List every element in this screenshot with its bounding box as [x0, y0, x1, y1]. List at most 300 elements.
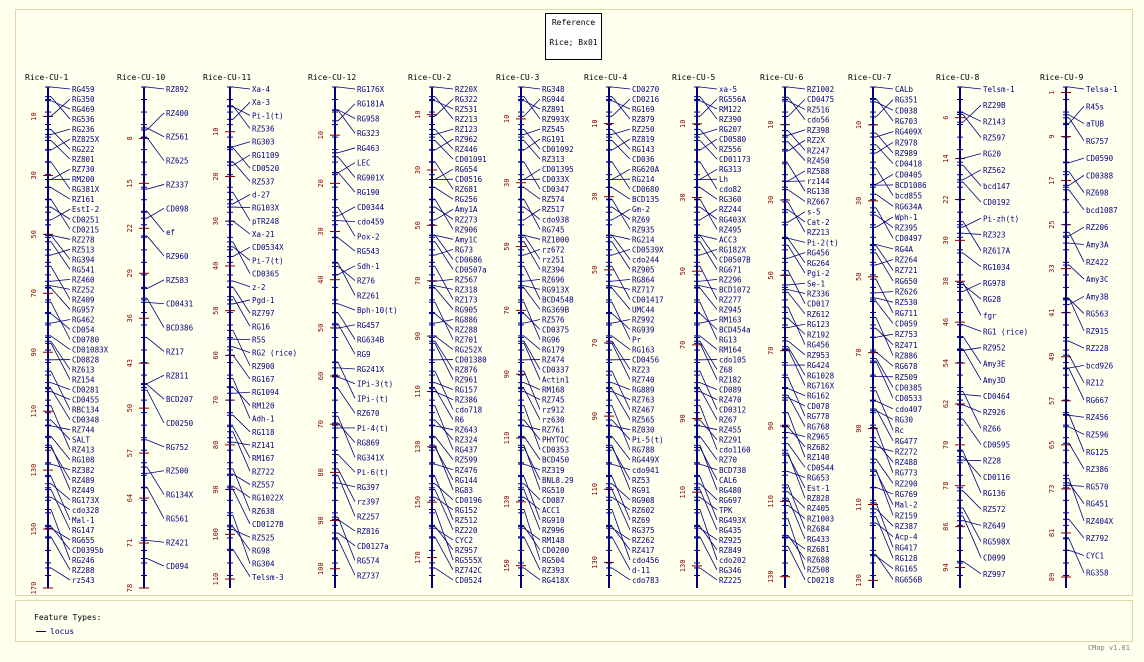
feature-label[interactable]: RZ900 [252, 361, 275, 371]
feature-label[interactable]: RZ228 [1086, 344, 1109, 354]
feature-label[interactable]: Telsa-1 [1086, 85, 1118, 94]
feature-label[interactable]: RG147 [72, 525, 95, 535]
feature-label[interactable]: RZ456 [1086, 413, 1109, 423]
feature-label[interactable]: RZ721 [895, 266, 918, 276]
feature-label[interactable]: RG449X [632, 455, 660, 465]
feature-label[interactable]: RZ801 [72, 155, 95, 165]
feature-label[interactable]: RZ597 [983, 133, 1006, 143]
feature-label[interactable]: CD0520 [252, 164, 280, 174]
feature-label[interactable]: RG456 [807, 248, 830, 258]
feature-label[interactable]: RZ701 [455, 335, 478, 345]
feature-label[interactable]: BCD1072 [719, 285, 751, 295]
feature-label[interactable]: RG939 [632, 325, 655, 335]
feature-label[interactable]: RZ69 [632, 215, 651, 225]
feature-label[interactable]: RZ953 [807, 350, 830, 360]
feature-label[interactable]: RZ467 [632, 405, 655, 415]
feature-label[interactable]: IPi-3(t) [357, 379, 394, 389]
feature-label[interactable]: CD0116 [983, 472, 1011, 482]
feature-label[interactable]: RZ17 [166, 347, 185, 357]
feature-label[interactable]: RZ395 [895, 223, 918, 233]
feature-label[interactable]: CD0507B [719, 255, 751, 265]
feature-label[interactable]: CD017 [807, 299, 830, 309]
feature-label[interactable]: RG901X [357, 173, 385, 183]
feature-label[interactable]: RZ141 [252, 440, 275, 450]
feature-label[interactable]: RG1034 [983, 262, 1011, 272]
map-title[interactable]: Rice-CU-2 [408, 73, 452, 82]
feature-label[interactable]: RZ324 [455, 435, 478, 445]
feature-label[interactable]: CD0127B [252, 520, 284, 530]
feature-label[interactable]: CD0780 [72, 335, 100, 345]
feature-label[interactable]: RZ643 [455, 425, 478, 435]
feature-label[interactable]: RZ891 [542, 105, 565, 115]
feature-label[interactable]: RG91 [632, 485, 651, 495]
feature-label[interactable]: RZ906 [455, 225, 478, 235]
feature-label[interactable]: RG653 [807, 473, 830, 483]
feature-label[interactable]: RZ737 [357, 571, 380, 581]
feature-label[interactable]: aTUB [1086, 119, 1105, 129]
feature-label[interactable]: bcd147 [983, 181, 1011, 191]
feature-label[interactable]: RG768 [807, 422, 830, 432]
feature-label[interactable]: pTR248 [252, 216, 280, 226]
feature-label[interactable]: RZ273 [455, 215, 478, 225]
feature-label[interactable]: RZ574 [542, 195, 565, 205]
feature-label[interactable]: RZ965 [807, 432, 830, 442]
feature-label[interactable]: RZ1003 [807, 514, 835, 524]
feature-label[interactable]: RZ173 [455, 295, 478, 305]
feature-label[interactable]: RG418X [542, 575, 570, 585]
feature-label[interactable]: CAL6 [719, 475, 738, 485]
feature-label[interactable]: RZ470 [719, 395, 742, 405]
feature-label[interactable]: RG167 [252, 375, 275, 385]
feature-label[interactable]: CD0337 [542, 365, 570, 375]
feature-label[interactable]: CD0507a [455, 265, 487, 275]
feature-label[interactable]: EstI-2 [72, 205, 100, 215]
feature-label[interactable]: RZ576 [542, 315, 565, 325]
feature-label[interactable]: RG214 [632, 235, 655, 245]
feature-label[interactable]: RZ945 [719, 305, 742, 315]
feature-label[interactable]: RG910 [542, 515, 565, 525]
feature-label[interactable]: RZ849 [719, 545, 742, 555]
feature-label[interactable]: CD0385 [895, 383, 923, 393]
feature-label[interactable]: RZ29B [983, 101, 1006, 111]
feature-label[interactable]: RG944 [542, 95, 565, 105]
feature-label[interactable]: RG634B [357, 335, 385, 345]
feature-label[interactable]: RZ638 [252, 506, 275, 516]
map-title[interactable]: Rice-CU-11 [203, 73, 252, 82]
feature-label[interactable]: RG650 [895, 276, 918, 286]
feature-label[interactable]: RZ400 [166, 108, 189, 118]
feature-label[interactable]: RG181A [357, 99, 385, 109]
feature-label[interactable]: RG2 (rice) [252, 348, 298, 358]
feature-label[interactable]: CD0595 [983, 440, 1011, 450]
feature-label[interactable]: CD01091 [455, 155, 487, 165]
feature-label[interactable]: rz912 [542, 405, 565, 415]
feature-label[interactable]: RZ272 [895, 447, 918, 457]
feature-label[interactable]: RG1 (rice) [983, 327, 1029, 337]
feature-label[interactable]: RZ682 [807, 442, 830, 452]
feature-label[interactable]: rz630 [542, 415, 565, 425]
feature-label[interactable]: RZ996 [542, 525, 565, 535]
feature-label[interactable]: RZ76 [357, 276, 376, 286]
feature-label[interactable]: CD0533 [895, 394, 923, 404]
feature-label[interactable]: RZ670 [357, 409, 380, 419]
feature-label[interactable]: RG303 [252, 137, 275, 147]
feature-label[interactable]: RG381X [72, 185, 100, 195]
feature-label[interactable]: RG144 [455, 475, 478, 485]
feature-label[interactable]: CYC2 [455, 535, 474, 545]
feature-label[interactable]: RM122 [719, 105, 742, 115]
feature-label[interactable]: RZ696 [542, 275, 565, 285]
feature-label[interactable]: RM200 [72, 175, 95, 185]
feature-label[interactable]: RZ797 [252, 309, 275, 319]
feature-label[interactable]: RG360 [719, 195, 742, 205]
feature-label[interactable]: RZ277 [719, 295, 742, 305]
feature-label[interactable]: RG778 [807, 412, 830, 422]
feature-label[interactable]: RG73 [455, 245, 474, 255]
feature-label[interactable]: RG1022X [252, 493, 284, 503]
feature-label[interactable]: RG236 [72, 125, 95, 135]
feature-label[interactable]: RZ740 [632, 375, 655, 385]
feature-label[interactable]: Est-1 [807, 483, 830, 493]
feature-label[interactable]: RG351 [895, 95, 918, 105]
feature-label[interactable]: RG634A [895, 202, 923, 212]
feature-label[interactable]: RG958 [357, 114, 380, 124]
feature-label[interactable]: BCD454a [719, 325, 751, 335]
feature-label[interactable]: RZ288 [72, 565, 95, 575]
feature-label[interactable]: RG16 [252, 322, 271, 332]
feature-label[interactable]: RG752 [166, 442, 189, 452]
feature-label[interactable]: ACC3 [719, 235, 738, 245]
feature-label[interactable]: RZ262 [632, 535, 655, 545]
feature-label[interactable]: RZ252 [72, 285, 95, 295]
feature-label[interactable]: RG678 [895, 362, 918, 372]
feature-label[interactable]: RG656B [895, 575, 923, 585]
feature-label[interactable]: RZ455 [719, 425, 742, 435]
feature-label[interactable]: RZ449 [72, 485, 95, 495]
feature-label[interactable]: CD036 [632, 155, 655, 165]
feature-label[interactable]: RG536 [72, 115, 95, 125]
feature-label[interactable]: RZ753 [895, 330, 918, 340]
feature-label[interactable]: RG103X [252, 203, 280, 213]
feature-label[interactable]: cdo56 [807, 115, 830, 125]
feature-label[interactable]: CD099 [983, 553, 1006, 563]
feature-label[interactable]: RZ513 [72, 245, 95, 255]
feature-label[interactable]: CD0218 [807, 575, 835, 585]
feature-label[interactable]: RZ495 [719, 225, 742, 235]
feature-label[interactable]: RG424 [807, 361, 830, 371]
feature-label[interactable]: BCD450 [542, 455, 570, 465]
feature-label[interactable]: CD0192 [983, 198, 1011, 208]
feature-label[interactable]: RZ387 [895, 522, 918, 532]
feature-label[interactable]: xa-5 [719, 85, 738, 94]
feature-label[interactable]: cdo407 [895, 404, 923, 414]
feature-label[interactable]: RZ626 [895, 287, 918, 297]
feature-label[interactable]: RG655 [72, 535, 95, 545]
feature-label[interactable]: R6 [455, 415, 465, 425]
feature-label[interactable]: RG543 [357, 247, 380, 257]
feature-label[interactable]: Cat-2 [807, 217, 830, 227]
feature-label[interactable]: RZ599 [455, 455, 478, 465]
feature-label[interactable]: Pi-4(t) [357, 423, 389, 433]
feature-label[interactable]: RZ313 [542, 155, 565, 165]
feature-label[interactable]: RZ336 [807, 289, 830, 299]
feature-label[interactable]: RZ1002 [807, 85, 835, 94]
map-title[interactable]: Rice-CU-1 [25, 73, 69, 82]
feature-label[interactable]: RG889 [632, 385, 655, 395]
feature-label[interactable]: RG493X [719, 515, 747, 525]
feature-label[interactable]: RZ337 [166, 180, 189, 190]
feature-label[interactable]: CD0456 [632, 355, 660, 365]
map-title[interactable]: Rice-CU-5 [672, 73, 716, 82]
feature-label[interactable]: Acp-4 [895, 532, 918, 542]
feature-label[interactable]: CD0418 [895, 159, 923, 169]
feature-label[interactable]: RZ296 [719, 275, 742, 285]
feature-label[interactable]: RZ617A [983, 246, 1011, 256]
feature-label[interactable]: CD0590 [1086, 154, 1114, 164]
feature-label[interactable]: RZ123 [455, 125, 478, 135]
feature-label[interactable]: CD0405 [895, 170, 923, 180]
feature-label[interactable]: RZ562 [983, 165, 1006, 175]
feature-label[interactable]: CD0828 [72, 355, 100, 365]
feature-label[interactable]: Rc [895, 426, 905, 436]
feature-label[interactable]: CD0347 [542, 185, 570, 195]
feature-label[interactable]: RZ612 [807, 309, 830, 319]
feature-label[interactable]: RG322 [455, 95, 478, 105]
feature-label[interactable]: RZ992 [632, 315, 655, 325]
feature-label[interactable]: CD078 [807, 401, 830, 411]
feature-label[interactable]: RG163 [632, 345, 655, 355]
feature-label[interactable]: CD01417 [632, 295, 664, 305]
feature-label[interactable]: RZ811 [166, 371, 189, 381]
feature-label[interactable]: RG264 [807, 258, 830, 268]
feature-label[interactable]: RZ583 [166, 275, 189, 285]
map-title[interactable]: Rice-CU-9 [1040, 73, 1084, 82]
feature-label[interactable]: RZ745 [542, 395, 565, 405]
feature-label[interactable]: RG864 [632, 275, 655, 285]
feature-label[interactable]: Xa-3 [252, 98, 271, 108]
feature-label[interactable]: RZ413 [72, 445, 95, 455]
feature-label[interactable]: PHYTOC [542, 435, 570, 445]
feature-label[interactable]: bcd1087 [1086, 205, 1118, 215]
feature-label[interactable]: CD0686 [455, 255, 483, 265]
feature-label[interactable]: CD0270 [632, 85, 660, 94]
feature-label[interactable]: CD0353 [542, 445, 570, 455]
feature-label[interactable]: RZ450 [807, 156, 830, 166]
feature-label[interactable]: RZ394 [542, 265, 565, 275]
feature-label[interactable]: CD0534X [252, 243, 284, 253]
feature-label[interactable]: RG128 [895, 554, 918, 564]
feature-label[interactable]: RZ67 [719, 415, 738, 425]
feature-label[interactable]: RZ742C [455, 565, 483, 575]
feature-label[interactable]: TPK [719, 505, 733, 515]
feature-label[interactable]: RZ290 [895, 479, 918, 489]
feature-label[interactable]: RG711 [895, 308, 918, 318]
feature-label[interactable]: RZ288 [455, 325, 478, 335]
feature-label[interactable]: CD01083X [72, 345, 109, 355]
feature-label[interactable]: RZ960 [166, 252, 189, 261]
feature-label[interactable]: RM164 [719, 345, 742, 355]
feature-label[interactable]: bcd855 [895, 191, 923, 201]
feature-label[interactable]: RG98 [252, 546, 271, 556]
feature-label[interactable]: BCD1086 [895, 180, 927, 190]
feature-label[interactable]: CD0215 [72, 225, 100, 235]
feature-label[interactable]: RZ154 [72, 375, 95, 385]
feature-label[interactable]: CD0348 [72, 415, 100, 425]
feature-label[interactable]: Pr [632, 335, 642, 345]
feature-label[interactable]: CD0200 [542, 545, 570, 555]
feature-label[interactable]: CD0312 [719, 405, 747, 415]
feature-label[interactable]: RG341X [357, 453, 385, 463]
feature-label[interactable]: RZ517 [542, 205, 565, 215]
feature-label[interactable]: RZ819 [632, 135, 655, 145]
feature-label[interactable]: RG241X [357, 364, 385, 374]
feature-label[interactable]: RZ421 [166, 538, 189, 548]
feature-label[interactable]: R45s [1086, 102, 1105, 112]
feature-label[interactable]: RG123 [807, 320, 830, 330]
feature-label[interactable]: CD0375 [542, 325, 570, 335]
feature-label[interactable]: RZ398 [807, 125, 830, 135]
feature-label[interactable]: cdo1160 [719, 445, 751, 455]
feature-label[interactable]: RG369B [542, 305, 570, 315]
feature-label[interactable]: RZ318 [455, 285, 478, 295]
feature-label[interactable]: cdo938 [542, 215, 570, 225]
feature-label[interactable]: CD0516 [455, 175, 483, 185]
feature-label[interactable]: RG20 [983, 149, 1002, 159]
feature-label[interactable]: RZ1000 [542, 235, 570, 245]
feature-label[interactable]: BCD207 [166, 395, 194, 405]
feature-label[interactable]: RG256 [455, 195, 478, 205]
feature-label[interactable]: cdo202 [719, 555, 747, 565]
feature-label[interactable]: RZ613 [72, 365, 95, 375]
feature-label[interactable]: UMC44 [632, 305, 655, 315]
feature-label[interactable]: RG173X [72, 495, 100, 505]
feature-label[interactable]: rz144 [807, 177, 830, 187]
feature-label[interactable]: RG667 [1086, 395, 1109, 405]
feature-label[interactable]: RZ489 [72, 475, 95, 485]
feature-label[interactable]: RZ28 [983, 456, 1002, 466]
feature-label[interactable]: RZ962 [455, 135, 478, 145]
feature-label[interactable]: RZ892 [166, 85, 189, 94]
feature-label[interactable]: RG313 [719, 165, 742, 175]
feature-label[interactable]: Pi-1(t) [252, 111, 284, 121]
feature-label[interactable]: RZ792 [1086, 534, 1109, 544]
feature-label[interactable]: CD01380 [455, 355, 487, 365]
feature-label[interactable]: Pi-6(t) [357, 468, 389, 478]
feature-label[interactable]: RZ667 [807, 197, 830, 207]
feature-label[interactable]: RZ556 [719, 145, 742, 155]
feature-label[interactable]: RZ261 [357, 291, 380, 301]
feature-label[interactable]: rz251 [542, 255, 565, 265]
feature-label[interactable]: RZ471 [895, 340, 918, 350]
feature-label[interactable]: Telsm-1 [983, 85, 1015, 94]
feature-label[interactable]: RG957 [72, 305, 95, 315]
feature-label[interactable]: RG1109 [252, 150, 280, 160]
feature-label[interactable]: fgr [983, 311, 997, 321]
feature-label[interactable]: RZ565 [632, 415, 655, 425]
feature-label[interactable]: RG563 [1086, 309, 1109, 319]
feature-label[interactable]: RZ530 [895, 298, 918, 308]
feature-label[interactable]: RZ386 [455, 395, 478, 405]
feature-label[interactable]: CD0497 [895, 234, 923, 244]
feature-label[interactable]: RG913X [542, 285, 570, 295]
feature-label[interactable]: RG456 [807, 340, 830, 350]
map-title[interactable]: Rice-CU-12 [308, 73, 357, 82]
feature-label[interactable]: RZ572 [983, 505, 1006, 515]
feature-label[interactable]: RZ625 [166, 156, 189, 166]
feature-label[interactable]: RZ512 [455, 515, 478, 525]
feature-label[interactable]: CD0388 [1086, 171, 1114, 181]
feature-label[interactable]: RM148 [542, 535, 565, 545]
feature-label[interactable]: cdo82 [719, 185, 742, 195]
feature-label[interactable]: RZ70 [719, 455, 738, 465]
feature-label[interactable]: RG598X [983, 537, 1011, 547]
feature-label[interactable]: RZ516 [807, 105, 830, 115]
feature-label[interactable]: RZ460 [72, 275, 95, 285]
feature-label[interactable]: RZ763 [632, 395, 655, 405]
feature-label[interactable]: RG358 [1086, 568, 1109, 578]
feature-label[interactable]: RG570 [1086, 482, 1109, 492]
feature-label[interactable]: CD0344 [357, 202, 385, 212]
feature-label[interactable]: RG176X [357, 85, 385, 94]
feature-label[interactable]: CD087 [542, 495, 565, 505]
feature-label[interactable]: RG4A [895, 244, 914, 254]
feature-label[interactable]: RG908 [632, 495, 655, 505]
feature-label[interactable]: RZ722 [252, 467, 275, 477]
feature-label[interactable]: RG403X [719, 215, 747, 225]
feature-label[interactable]: RZ926 [983, 408, 1006, 418]
feature-label[interactable]: cdo718 [455, 405, 483, 415]
feature-label[interactable]: CD054 [72, 325, 95, 335]
feature-label[interactable]: RZ915 [1086, 326, 1109, 336]
feature-label[interactable]: CD0281 [72, 385, 100, 395]
feature-label[interactable]: RZ905 [632, 265, 655, 275]
map-title[interactable]: Rice-CU-7 [848, 73, 892, 82]
feature-label[interactable]: RG323 [357, 129, 380, 139]
feature-label[interactable]: RZ545 [542, 125, 565, 135]
feature-label[interactable]: CD0216 [632, 95, 660, 105]
feature-label[interactable]: RZ474 [542, 355, 565, 365]
feature-label[interactable]: Telsm-3 [252, 572, 284, 582]
feature-label[interactable]: RG1094 [252, 388, 280, 398]
feature-label[interactable]: RG83 [455, 485, 474, 495]
feature-label[interactable]: RZ952 [983, 343, 1006, 353]
feature-label[interactable]: RG162 [807, 391, 830, 401]
feature-label[interactable]: RG304 [252, 559, 275, 569]
feature-label[interactable]: CD01173 [719, 155, 751, 165]
feature-label[interactable]: RG96 [542, 335, 561, 345]
feature-label[interactable]: RZ213 [455, 115, 478, 125]
map-title[interactable]: Rice-CU-10 [117, 73, 166, 82]
feature-label[interactable]: RG108 [72, 455, 95, 465]
feature-label[interactable]: cdo105 [719, 355, 747, 365]
feature-label[interactable]: CD0580 [719, 135, 747, 145]
feature-label[interactable]: CD0250 [166, 419, 194, 428]
feature-label[interactable]: RZ2X [807, 136, 826, 146]
feature-label[interactable]: RG769 [895, 490, 918, 500]
map-title[interactable]: Rice-CU-6 [760, 73, 804, 82]
feature-label[interactable]: RG157 [455, 385, 478, 395]
feature-label[interactable]: IPi-(t) [357, 394, 389, 404]
feature-label[interactable]: RZ220 [455, 525, 478, 535]
feature-label[interactable]: CD098 [166, 204, 189, 214]
feature-label[interactable]: RG409X [895, 127, 923, 137]
feature-label[interactable]: SALT [72, 435, 91, 445]
feature-label[interactable]: cdo244 [632, 255, 660, 265]
feature-label[interactable]: RG437 [455, 445, 478, 455]
feature-label[interactable]: RZ159 [895, 511, 918, 521]
feature-label[interactable]: RG671 [719, 265, 742, 275]
feature-label[interactable]: RG462 [72, 315, 95, 325]
